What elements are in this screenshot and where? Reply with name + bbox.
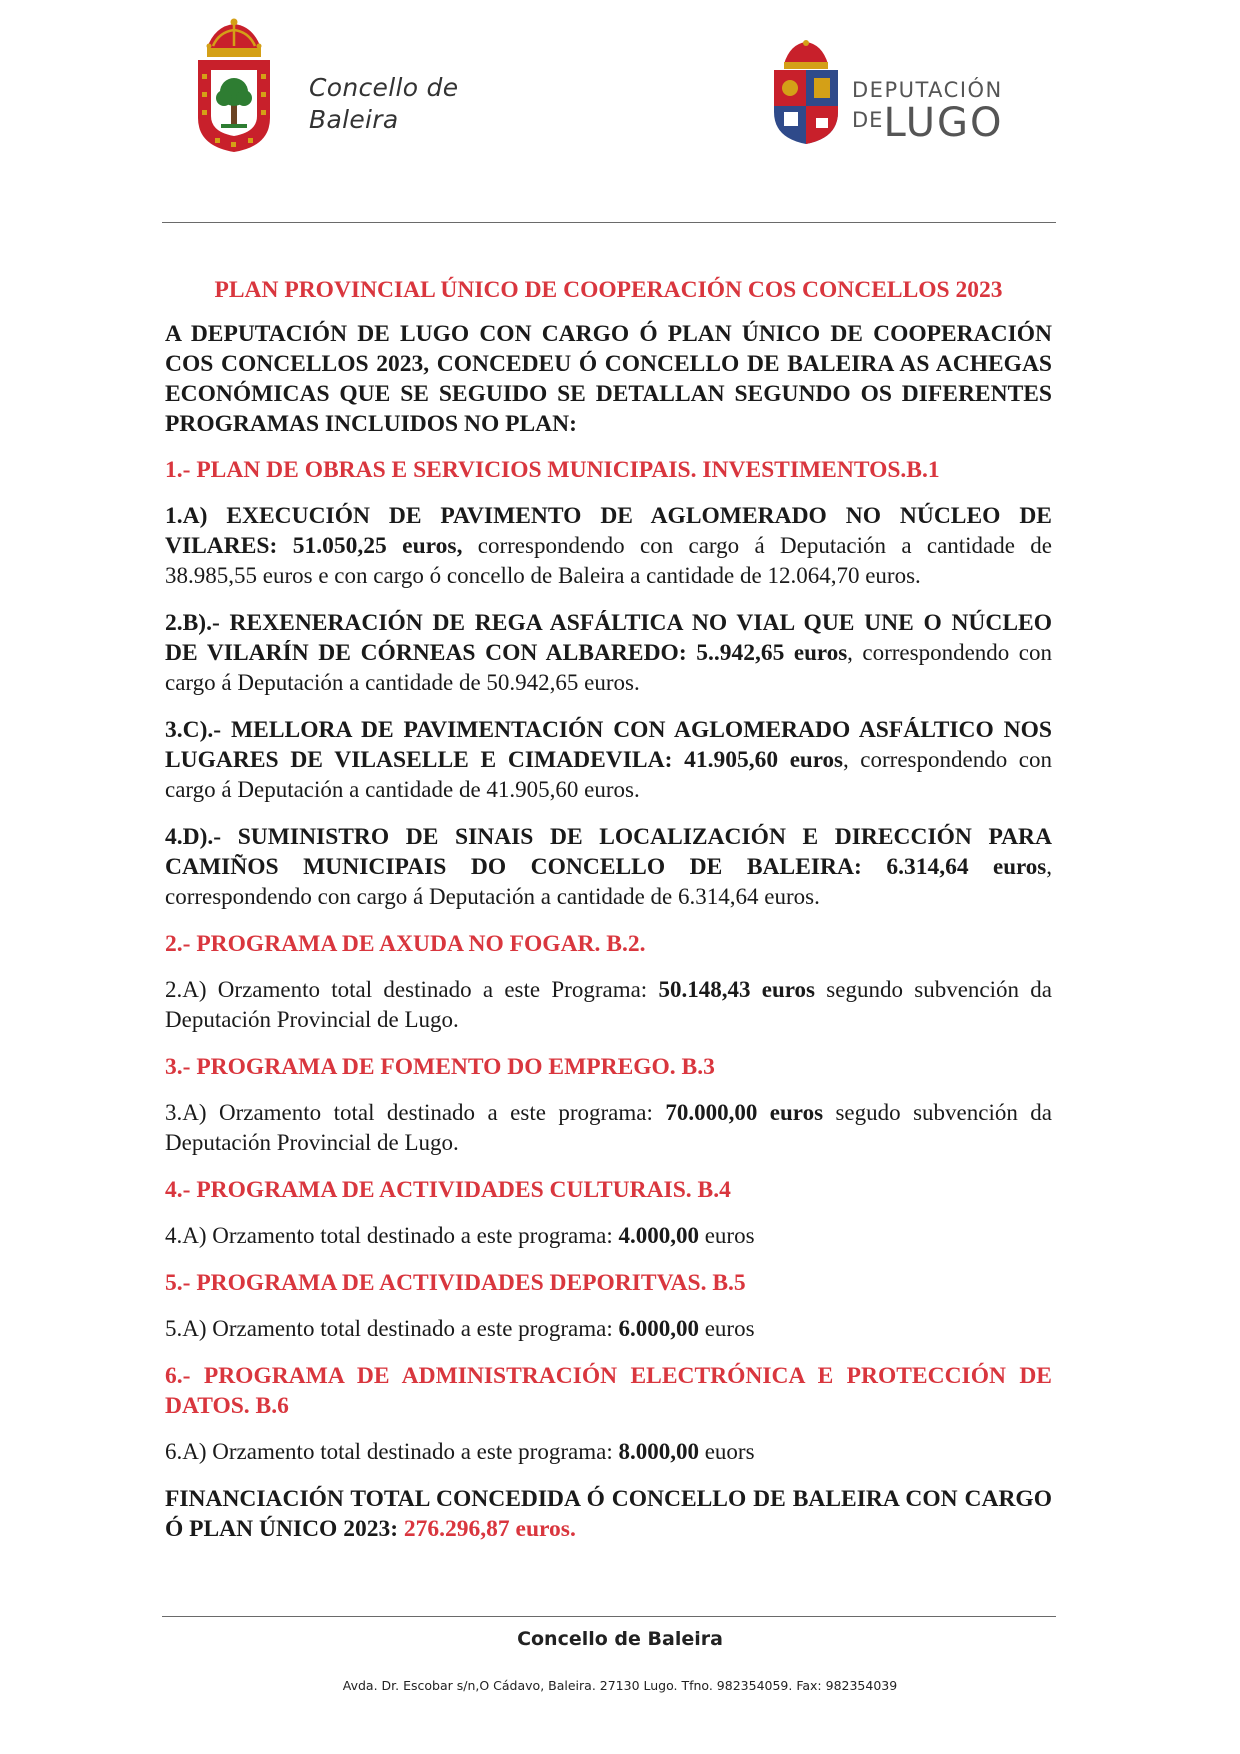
section-5-post: euros — [698, 1316, 755, 1341]
item-4d-heading: 4.D).- SUMINISTRO DE SINAIS DE LOCALIZACIÓN E DIRECCIÓN PARA CAMIÑOS MUNICIPAIS DO CONCELLO DE BALEIRA: 6.314,64 — [165, 824, 1052, 880]
item-2b-paragraph — [165, 608, 1052, 698]
section-2-amount: 50.148,43 euros — [658, 977, 816, 1002]
deputacion-brand-de: DE — [852, 108, 884, 132]
deputacion-brand-line1: DEPUTACIÓN — [852, 78, 1003, 102]
section-1-heading: 1.- PLAN DE OBRAS E SERVICIOS MUNICIPAIS. INVESTIMENTOS.B.1 — [165, 457, 940, 483]
section-5-pre: 5.A) Orzamento total destinado a este programa: — [165, 1316, 619, 1341]
concello-brand-line2: Baleira — [309, 105, 399, 134]
item-2b-text: , correspondendo con cargo á Deputación a cantidade de 50.942,65 euros. — [165, 640, 1052, 695]
item-2b-euros: euros — [793, 640, 848, 665]
footer-organization-name: Concello de Baleira — [517, 1628, 723, 1650]
section-4-pre: 4.A) Orzamento total destinado a este programa: — [165, 1223, 619, 1248]
deputacion-brand-lugo: LUGO — [883, 100, 1004, 146]
item-1a-paragraph — [165, 501, 1052, 591]
item-3c-text: , correspondendo con cargo á Deputación a cantidade de 41.905,60 euros. — [165, 747, 1052, 802]
section-3-paragraph — [165, 1098, 1052, 1158]
section-6-post: euors — [698, 1439, 755, 1464]
header-divider — [162, 222, 1056, 223]
section-3-heading: 3.- PROGRAMA DE FOMENTO DO EMPREGO. B.3 — [165, 1054, 715, 1080]
concello-brand-text — [309, 72, 458, 136]
letterhead — [0, 0, 1240, 200]
deputacion-brand-line2 — [852, 102, 1004, 149]
section-2-heading: 2.- PROGRAMA DE AXUDA NO FOGAR. B.2. — [165, 931, 646, 957]
section-3-pre: 3.A) Orzamento total destinado a este programa: — [165, 1100, 666, 1125]
section-4-post: euros — [698, 1223, 755, 1248]
section-2-paragraph — [165, 975, 1052, 1035]
section-6-pre: 6.A) Orzamento total destinado a este programa: — [165, 1439, 619, 1464]
concello-brand-line1: Concello de — [309, 73, 459, 102]
section-6-heading: 6.- PROGRAMA DE ADMINISTRACIÓN ELECTRÓNICA E PROTECCIÓN DE DATOS. B.6 — [165, 1363, 1052, 1419]
section-4-heading: 4.- PROGRAMA DE ACTIVIDADES CULTURAIS. B.4 — [165, 1177, 731, 1203]
baleira-coat-of-arms-icon — [195, 18, 273, 153]
total-financing-text: FINANCIACIÓN TOTAL CONCEDIDA Ó CONCELLO DE BALEIRA CON CARGO Ó PLAN ÚNICO 2023: — [165, 1486, 1052, 1542]
section-2-post: segundo subvención da Deputación Provincial de Lugo. — [165, 977, 1052, 1032]
item-1a-heading: 1.A) EXECUCIÓN DE PAVIMENTO DE AGLOMERADO NO NÚCLEO DE VILARES: 51.050,25 euros, — [165, 503, 1052, 559]
item-1a-text: correspondendo con cargo á Deputación a cantidade de 38.985,55 euros e con cargo ó concello de Baleira a cantidade de 12.064,70 euros. — [165, 533, 1053, 588]
deputacion-lugo-coat-of-arms-icon — [770, 40, 842, 145]
section-4-paragraph — [165, 1221, 1052, 1251]
section-2-pre: 2.A) Orzamento total destinado a este Programa: — [165, 977, 659, 1002]
section-6-paragraph — [165, 1437, 1052, 1467]
section-6-amount: 8.000,00 — [618, 1439, 699, 1464]
section-5-amount: 6.000,00 — [618, 1316, 699, 1341]
item-4d-paragraph — [165, 822, 1052, 912]
section-4-amount: 4.000,00 — [618, 1223, 699, 1248]
total-financing — [165, 1484, 1052, 1544]
footer-divider — [162, 1616, 1056, 1617]
item-4d-euros: euros — [993, 854, 1047, 879]
document-body — [165, 275, 1052, 1544]
deputacion-brand-text — [852, 78, 1004, 149]
item-4d-text: , correspondendo con cargo á Deputación a cantidade de 6.314,64 euros. — [165, 854, 1052, 909]
section-5-heading: 5.- PROGRAMA DE ACTIVIDADES DEPORITVAS. B.5 — [165, 1270, 746, 1296]
footer-address: Avda. Dr. Escobar s/n,O Cádavo, Baleira. 27130 Lugo. Tfno. 982354059. Fax: 982354039 — [342, 1678, 898, 1693]
item-2b-heading: 2.B).- REXENERACIÓN DE REGA ASFÁLTICA NO VIAL QUE UNE O NÚCLEO DE VILARÍN DE CÓRNEAS CON ALBAREDO: 5..942,65 — [165, 610, 1052, 666]
section-3-post: segudo subvención da Deputación Provincial de Lugo. — [165, 1100, 1052, 1155]
item-3c-euros: euros — [789, 747, 843, 772]
total-financing-amount: 276.296,87 euros. — [403, 1516, 576, 1542]
item-3c-heading: 3.C).- MELLORA DE PAVIMENTACIÓN CON AGLOMERADO ASFÁLTICO NOS LUGARES DE VILASELLE E CIMADEVILA: 41.905,60 — [165, 717, 1052, 773]
item-3c-paragraph — [165, 715, 1052, 805]
intro-paragraph: A DEPUTACIÓN DE LUGO CON CARGO Ó PLAN ÚNICO DE COOPERACIÓN COS CONCELLOS 2023, CONCEDEU Ó CONCELLO DE BALEIRA AS ACHEGAS ECONÓMICAS QUE SE SEGUIDO SE DETALLAN SEGUNDO OS DIFERENTES PROGRAMAS INCLUIDOS NO PLAN: — [165, 321, 1052, 437]
section-5-paragraph — [165, 1314, 1052, 1344]
document-title: PLAN PROVINCIAL ÚNICO DE COOPERACIÓN COS CONCELLOS 2023 — [214, 277, 1003, 303]
section-3-amount: 70.000,00 euros — [665, 1100, 824, 1125]
